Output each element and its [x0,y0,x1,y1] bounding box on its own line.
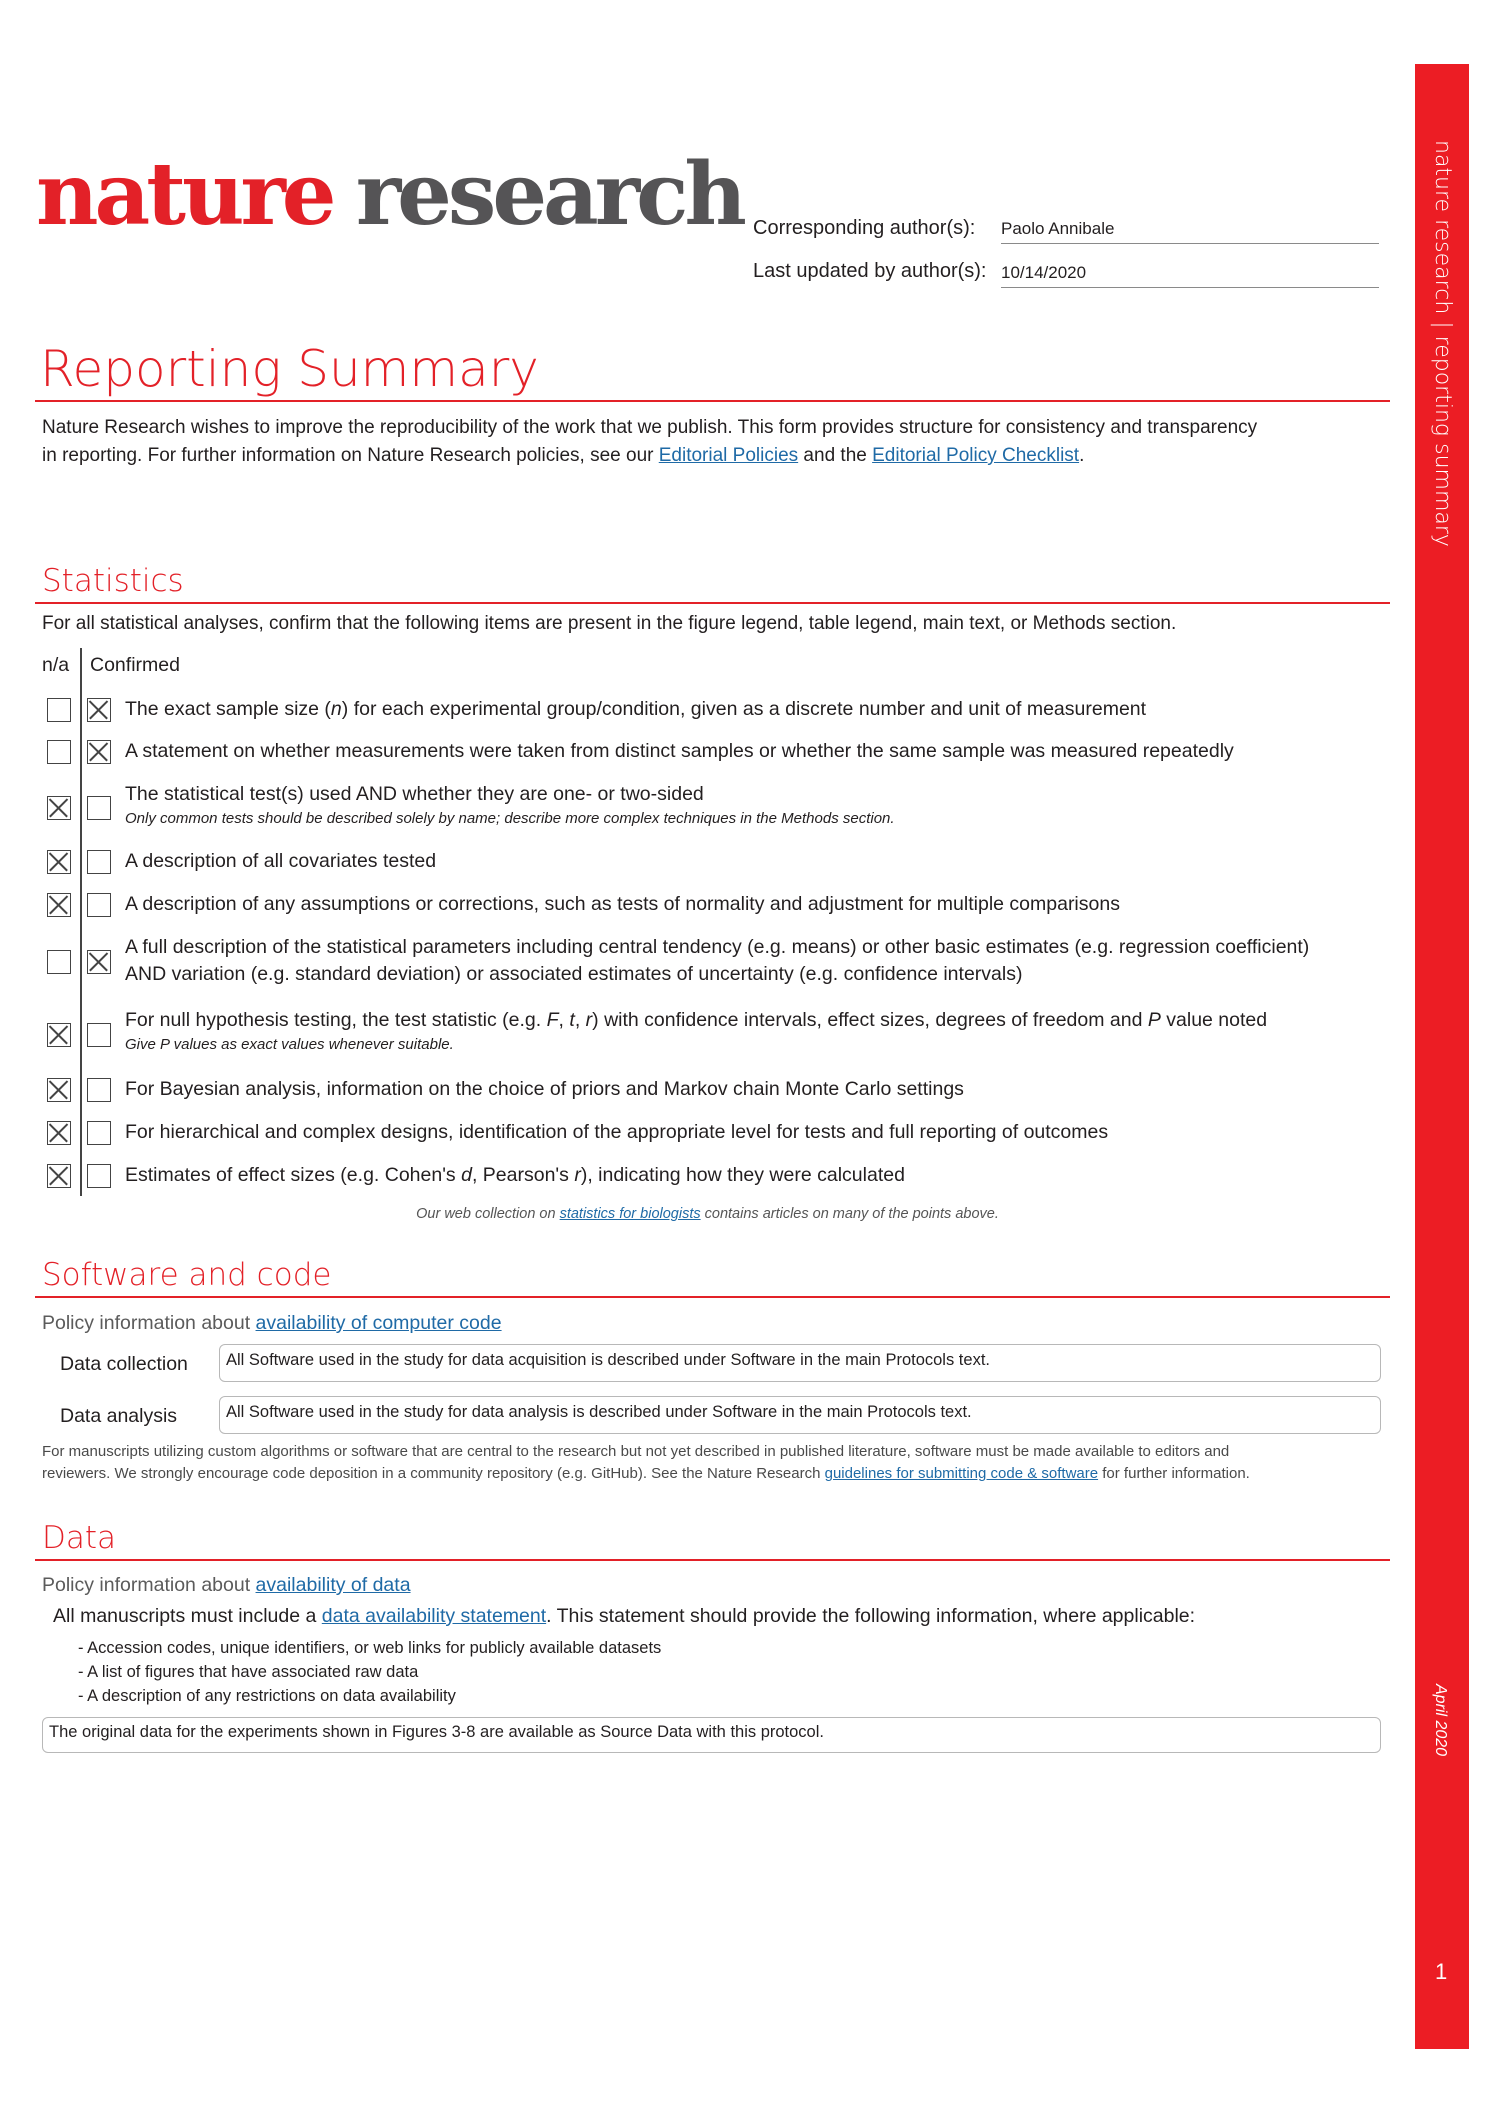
last-updated-label: Last updated by author(s): [753,260,987,282]
intro-text-1: Nature Research wishes to improve the reproducibility of the work that we publish. This form provides structure for consistency and transparency [42,417,1258,438]
statistics-footer: Our web collection on statistics for biologists contains articles on many of the points above. [416,1206,999,1222]
software-rule [35,1296,1390,1298]
list-item: - Accession codes, unique identifiers, or web links for publicly available datasets [78,1639,662,1657]
confirmed-checkbox-2[interactable] [87,796,111,820]
na-checkbox-2[interactable] [47,796,71,820]
statistics-for-biologists-link[interactable]: statistics for biologists [559,1206,701,1222]
column-na-header: n/a [42,654,70,676]
intro-paragraph [42,414,1392,470]
page-title: Reporting Summary [40,340,539,398]
checklist-item-text: A description of all covariates tested [125,850,437,872]
intro-mid: and the [798,445,873,466]
confirmed-checkbox-9[interactable] [87,1164,111,1188]
na-checkbox-6[interactable] [47,1023,71,1047]
na-checkbox-7[interactable] [47,1078,71,1102]
checklist-item-text: For Bayesian analysis, information on the choice of priors and Markov chain Monte Carlo settings [125,1078,964,1100]
corresponding-author-field[interactable]: Paolo Annibale [1001,219,1379,244]
nature-research-logo [36,144,743,245]
data-availability-field[interactable]: The original data for the experiments shown in Figures 3-8 are available as Source Data with this protocol. [42,1717,1381,1753]
statistics-rule [35,602,1390,604]
na-checkbox-9[interactable] [47,1164,71,1188]
editorial-policy-checklist-link[interactable]: Editorial Policy Checklist [872,445,1080,466]
software-policy: Policy information about availability of computer code [42,1312,502,1334]
data-collection-label: Data collection [60,1353,188,1375]
data-collection-field[interactable]: All Software used in the study for data acquisition is described under Software in the main Protocols text. [219,1344,1381,1382]
side-band-title: nature research | reporting summary [1430,140,1455,547]
editorial-policies-link[interactable]: Editorial Policies [658,445,799,466]
na-checkbox-3[interactable] [47,850,71,874]
corresponding-author-label: Corresponding author(s): [753,217,976,239]
checklist-item-text: The statistical test(s) used AND whether they are one- or two-sided [125,783,704,805]
confirmed-checkbox-8[interactable] [87,1121,111,1145]
statistics-lead: For all statistical analyses, confirm that the following items are present in the figure legend, table legend, main text, or Methods section. [42,613,1177,634]
statistics-heading: Statistics [42,563,184,599]
side-band-date: April 2020 [1432,1684,1449,1757]
intro-end: . [1079,445,1085,466]
data-policy: Policy information about availability of data [42,1574,411,1596]
page-number: 1 [1435,1959,1448,1984]
last-updated-field[interactable]: 10/14/2020 [1001,263,1379,288]
confirmed-checkbox-4[interactable] [87,893,111,917]
code-guidelines-link[interactable]: guidelines for submitting code & software [824,1465,1099,1482]
na-checkbox-0[interactable] [47,698,71,722]
na-checkbox-5[interactable] [47,950,71,974]
confirmed-checkbox-0[interactable] [87,698,111,722]
software-note: For manuscripts utilizing custom algorithms or software that are central to the research but not yet described in published literature, software must be made available to editors and reviewers. We strongly encourage code deposition in a community repository (e.g. GitHub). See the Nature Research guidelines for submitting code & software for further information. [42,1443,1250,1482]
data-rule [35,1559,1390,1561]
checklist-item-text: A description of any assumptions or corrections, such as tests of normality and adjustment for multiple comparisons [125,893,1120,915]
confirmed-checkbox-1[interactable] [87,740,111,764]
column-confirmed-header: Confirmed [90,654,180,676]
checklist-item-text: For null hypothesis testing, the test statistic (e.g. F, t, r) with confidence intervals, effect sizes, degrees of freedom and P value noted [125,1009,1268,1031]
confirmed-checkbox-7[interactable] [87,1078,111,1102]
na-checkbox-8[interactable] [47,1121,71,1145]
checklist-item-text: A full description of the statistical parameters including central tendency (e.g. means) or other basic estimates (e.g. regression coefficient) [125,936,1310,958]
checklist-item-text: Estimates of effect sizes (e.g. Cohen's d, Pearson's r), indicating how they were calculated [125,1164,905,1186]
intro-text-2: in reporting. For further information on Nature Research policies, see our [42,445,659,466]
checklist-item-text: For hierarchical and complex designs, identification of the appropriate level for tests and full reporting of outcomes [125,1121,1109,1143]
side-band [1415,64,1469,2049]
availability-of-computer-code-link[interactable]: availability of computer code [255,1312,502,1334]
checklist-item-note: Only common tests should be described solely by name; describe more complex techniques in the Methods section. [125,810,895,827]
na-checkbox-1[interactable] [47,740,71,764]
data-analysis-label: Data analysis [60,1405,178,1427]
data-availability-statement-link[interactable]: data availability statement [321,1605,547,1627]
logo-word-nature: nature [36,144,333,245]
list-item: - A list of figures that have associated raw data [78,1663,419,1681]
confirmed-checkbox-6[interactable] [87,1023,111,1047]
checklist-item-text: A statement on whether measurements were taken from distinct samples or whether the same sample was measured repeatedly [125,740,1234,762]
availability-of-data-link[interactable]: availability of data [255,1574,411,1596]
checklist-item-text-2: AND variation (e.g. standard deviation) or associated estimates of uncertainty (e.g. confidence intervals) [125,963,1023,985]
na-checkbox-4[interactable] [47,893,71,917]
logo-word-research: research [355,144,743,245]
checklist-divider [80,648,82,1196]
confirmed-checkbox-3[interactable] [87,850,111,874]
data-heading: Data [42,1520,117,1556]
checklist-item-text: The exact sample size (n) for each experimental group/condition, given as a discrete number and unit of measurement [125,698,1147,720]
checklist-item-note: Give P values as exact values whenever suitable. [125,1036,454,1053]
data-analysis-field[interactable]: All Software used in the study for data analysis is described under Software in the main Protocols text. [219,1396,1381,1434]
title-rule [35,400,1390,402]
data-statement-instructions: All manuscripts must include a data availability statement. This statement should provide the following information, where applicable: [53,1605,1196,1627]
data-requirements-list [78,1636,661,1708]
software-heading: Software and code [42,1257,332,1293]
confirmed-checkbox-5[interactable] [87,950,111,974]
list-item: - A description of any restrictions on data availability [78,1687,456,1705]
